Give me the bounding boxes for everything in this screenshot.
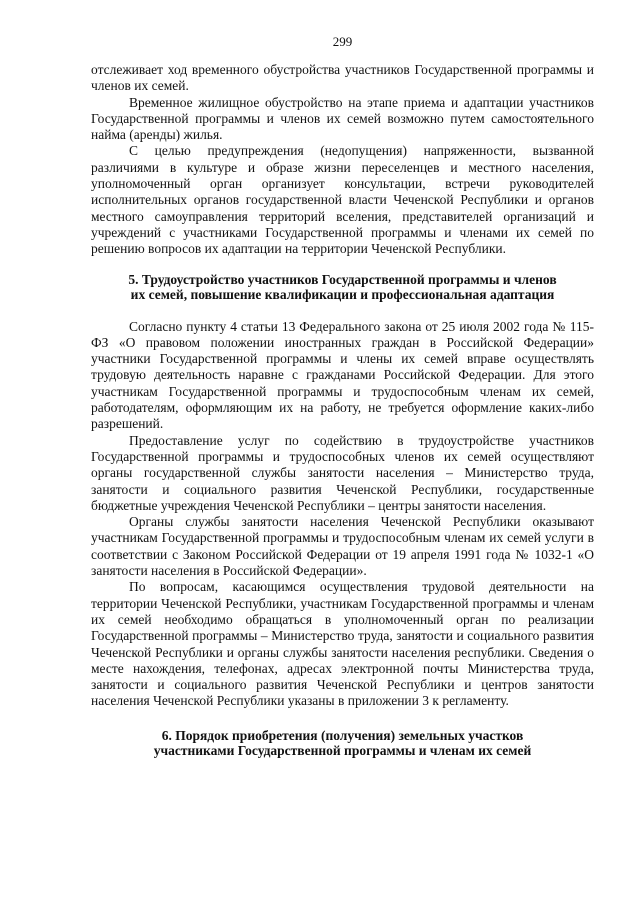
paragraph: Органы службы занятости населения Чеченской Республики оказывают участникам Государственной программы и трудоспособным членам их семей услуги в соответствии с Законом Российской Федерации от 19 апреля 1991 года № 1032-1 «О занятости населения в Российской Федерации».: [91, 514, 594, 579]
paragraph: С целью предупреждения (недопущения) напряженности, вызванной различиями в культуре и образе жизни переселенцев и местного населения, уполномоченный орган организует консультации, встречи руководителей исполнительных органов государственной власти Чеченской Республики и органов местного самоуправления территорий вселения, представителей организаций и учреждений с участниками Государственной программы и членами их семей по решению вопросов их адаптации на территории Чеченской Республики.: [91, 143, 594, 257]
paragraph: Согласно пункту 4 статьи 13 Федерального закона от 25 июля 2002 года № 115-ФЗ «О правовом положении иностранных граждан в Российской Федерации» участники Государственной программы и члены их семей вправе осуществлять трудовую деятельность наравне с гражданами Российской Федерации. Для этого участникам Государственной программы и трудоспособным членам их семей, работодателям, оформляющим их на работу, не требуется оформление каких-либо разрешений.: [91, 318, 594, 432]
section-5-heading: [91, 272, 594, 303]
document-page: [91, 34, 594, 759]
paragraph: Временное жилищное обустройство на этапе приема и адаптации участников Государственной программы и членов их семей возможно путем самостоятельного найма (аренды) жилья.: [91, 94, 594, 143]
section-5-heading-line-1: 5. Трудоустройство участников Государственной программы и членов: [128, 271, 557, 287]
section-6-heading-line-1: 6. Порядок приобретения (получения) земельных участков: [161, 727, 524, 743]
paragraph: отслеживает ход временного обустройства участников Государственной программы и членов их семей.: [91, 62, 594, 94]
paragraph: Предоставление услуг по содействию в трудоустройстве участников Государственной программы и трудоспособных членов их семей осуществляют органы государственной службы занятости населения – Министерство труда, занятости и социального развития Чеченской Республики, государственные бюджетные учреждения Чеченской Республики – центры занятости населения.: [91, 432, 594, 513]
section-6-heading-line-2: участниками Государственной программы и членам их семей: [153, 743, 532, 759]
page-number: 299: [332, 34, 353, 49]
section-5-heading-line-2: их семей, повышение квалификации и профессиональная адаптация: [130, 287, 555, 303]
section-6-heading: [91, 728, 594, 759]
paragraph: По вопросам, касающимся осуществления трудовой деятельности на территории Чеченской Республики, участникам Государственной программы и членам их семей необходимо обращаться в уполномоченный орган по реализации Государственной программы – Министерство труда, занятости и социального развития Чеченской Республики и органы службы занятости населения республики. Сведения о месте нахождения, телефонах, адресах электронной почты Министерства труда, занятости и социального развития Чеченской Республики и центров занятости населения Чеченской Республики указаны в приложении 3 к регламенту.: [91, 579, 594, 709]
